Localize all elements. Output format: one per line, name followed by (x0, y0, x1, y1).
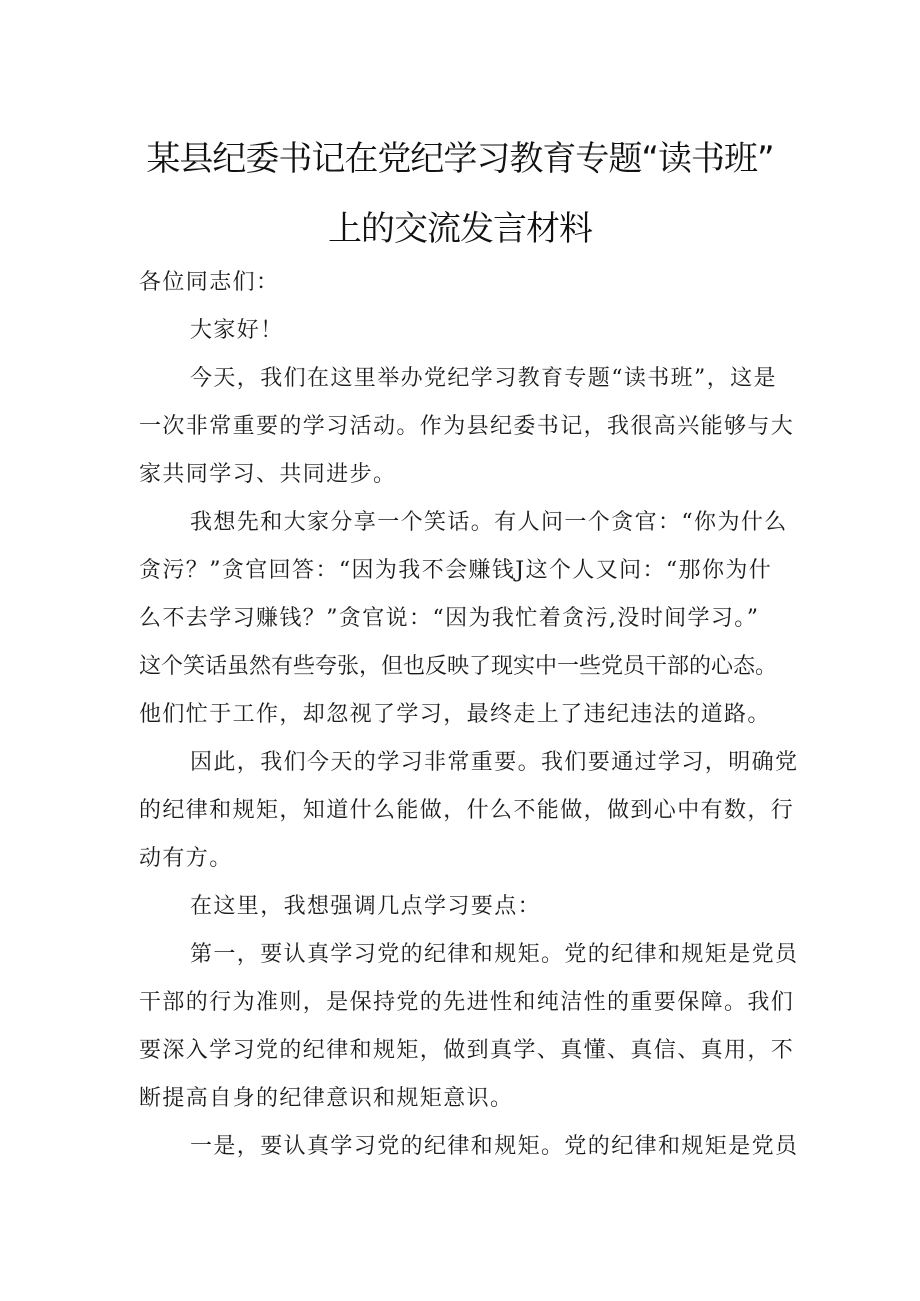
document-title-line-1: 某县纪委书记在党纪学习教育专题“读书班” (146, 139, 774, 179)
paragraph-line: 他们忙于工作，却忽视了学习，最终走上了违纪违法的道路。 (139, 702, 771, 727)
paragraph-line: 的纪律和规矩，知道什么能做，什么不能做，做到心中有数，行 (139, 798, 795, 823)
paragraph-line: 我想先和大家分享一个笑话。有人问一个贪官：“你为什么 (190, 510, 788, 535)
paragraph-line: 贪污？”贪官回答：“因为我不会赚钱J这个人又问：“那你为什 (139, 558, 773, 583)
paragraph-line: 一是，要认真学习党的纪律和规矩。党的纪律和规矩是党员 (190, 1134, 799, 1159)
document-title-line-2: 上的交流发言材料 (328, 209, 592, 249)
paragraph-line: 要深入学习党的纪律和规矩，做到真学、真懂、真信、真用，不 (139, 1038, 795, 1063)
paragraph-line: 今天，我们在这里举办党纪学习教育专题“读书班”，这是 (190, 366, 777, 391)
paragraph-line: 这个笑话虽然有些夸张，但也反映了现实中一些党员干部的心态。 (139, 654, 778, 679)
paragraph-line: 家共同学习、共同进步。 (139, 462, 397, 487)
paragraph-line: 动有方。 (139, 846, 233, 871)
salutation: 各位同志们： (139, 270, 280, 295)
paragraph-line: 断提高自身的纪律意识和规矩意识。 (139, 1086, 514, 1111)
paragraph-line: 在这里，我想强调几点学习要点： (190, 894, 542, 919)
paragraph-line: 因此，我们今天的学习非常重要。我们要通过学习，明确党 (190, 750, 799, 775)
paragraph-line: 干部的行为准则，是保持党的先进性和纯洁性的重要保障。我们 (139, 990, 795, 1015)
greeting: 大家好！ (190, 318, 284, 343)
paragraph-line: 么不去学习赚钱？”贪官说：“因为我忙着贪污,没时间学习。” (139, 606, 760, 631)
paragraph-line: 第一，要认真学习党的纪律和规矩。党的纪律和规矩是党员 (190, 942, 799, 967)
paragraph-line: 一次非常重要的学习活动。作为县纪委书记，我很高兴能够与大 (139, 414, 795, 439)
